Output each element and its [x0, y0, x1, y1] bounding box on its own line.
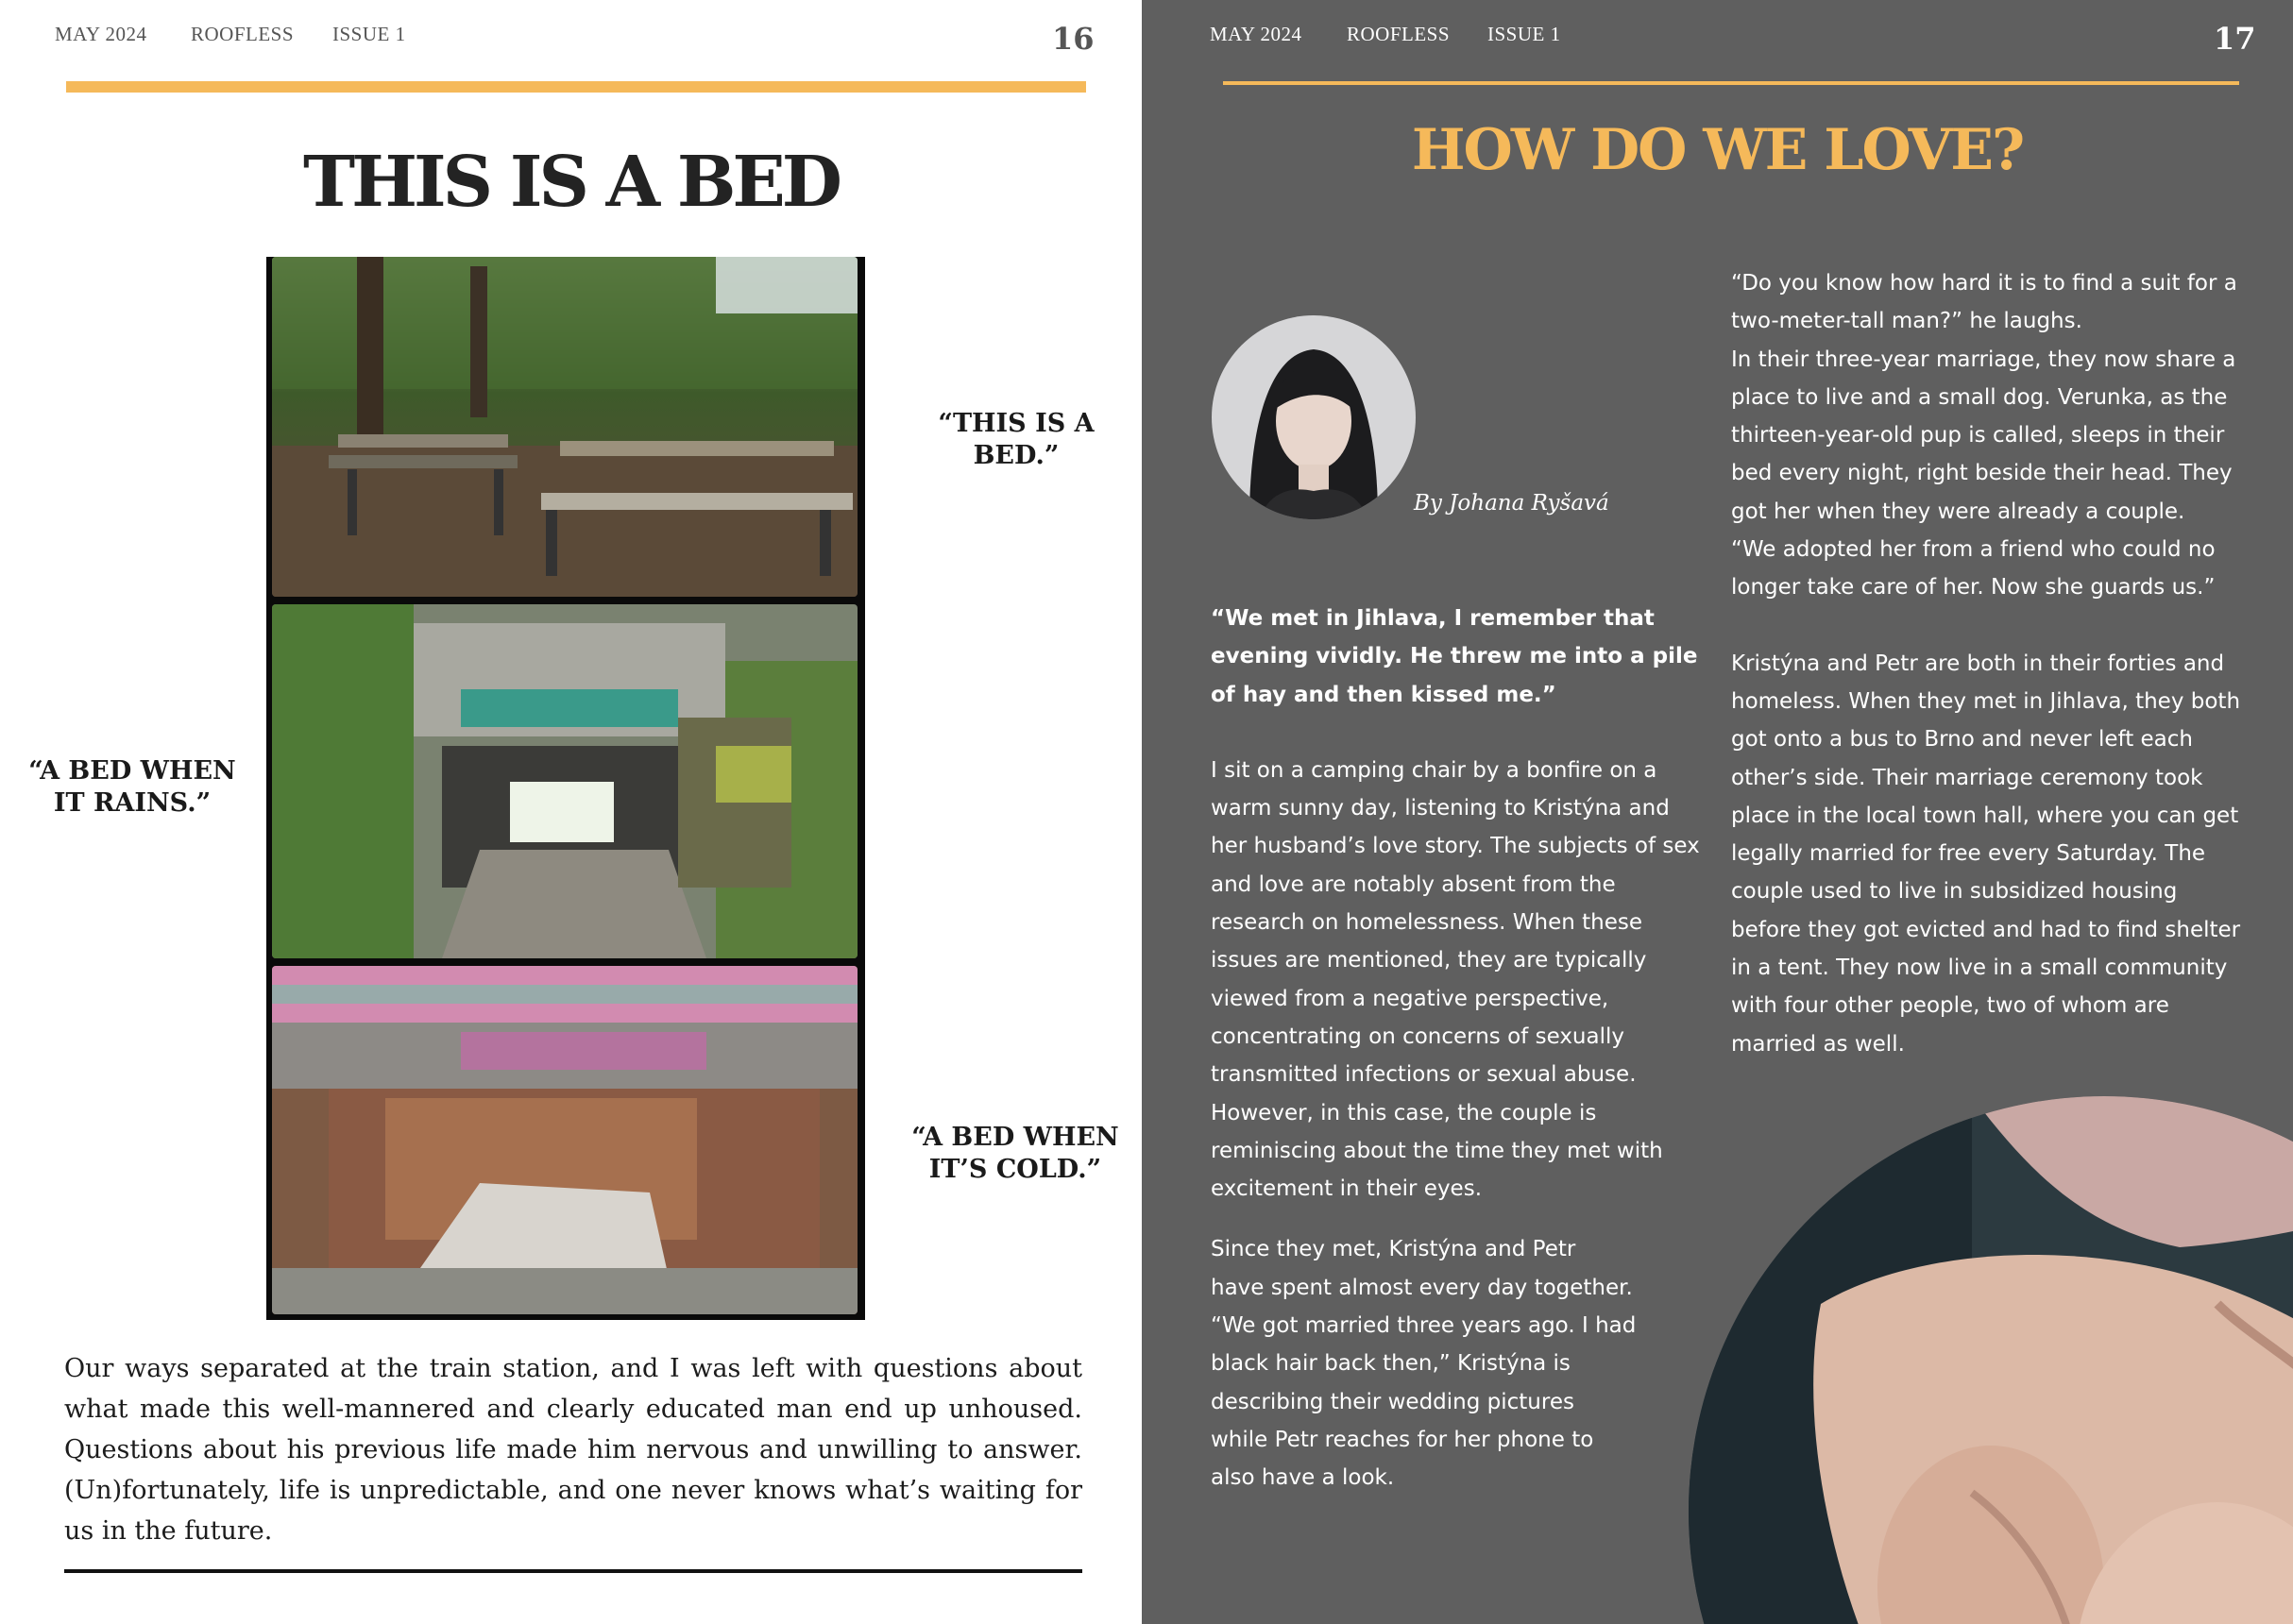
paragraph: In their three-year marriage, they now share a place to live and a small dog. Verunka, as the thirteen-year-old pup is called, sleeps in their bed every night, right beside their head. They got her when they were already a couple. — [1731, 347, 2236, 524]
header-issue: ISSUE 1 — [1487, 23, 1561, 45]
paragraph: “Do you know how hard it is to find a suit for a two-meter-tall man?” he laughs. — [1731, 271, 2237, 334]
accent-rule — [66, 81, 1086, 93]
graffiti-underpass-photo — [272, 604, 858, 958]
text-line: have spent almost every day together. — [1211, 1275, 1633, 1300]
quote-bed-when-cold — [897, 1122, 1133, 1186]
text-line: black hair back then,” Kristýna is — [1211, 1351, 1571, 1377]
lead-quote: “We met in Jihlava, I remember that evening vividly. He threw me into a pile of hay and then kissed me.” — [1211, 606, 1698, 707]
text-line: “We got married three years ago. I had — [1211, 1313, 1637, 1339]
page-number: 17 — [2214, 21, 2256, 57]
paragraph: I sit on a camping chair by a bonfire on a warm sunny day, listening to Kristýna and her husband’s love story. The subjects of sex and love are notably absent from the research on homelessness. When these issues are mentioned, they are typically viewed from a negative perspective, concentrating on concerns of sexually transmitted infections or sexual abuse. However, in this case, the couple is reminiscing about the time they met with excitement in their eyes. — [1211, 757, 1700, 1202]
header-magazine: ROOFLESS — [1347, 23, 1451, 45]
park-benches-photo — [272, 257, 858, 597]
accent-rule — [1223, 81, 2239, 85]
body-text: Our ways separated at the train station, and I was left with questions about what made this well-mannered and clearly educated man end up unhoused. Questions about his previous life made him nervous and unwilling to answer. (Un)fortunately, life is unpredictable, and one never knows what’s waiting for us in the future. — [64, 1354, 1082, 1546]
text-line: describing their wedding pictures — [1211, 1389, 1574, 1414]
quote-this-is-a-bed: “THIS IS A BED.” — [938, 409, 1095, 470]
photo-strip — [266, 257, 865, 1320]
right-page — [1142, 0, 2293, 1624]
text-line: Since they met, Kristýna and Petr — [1211, 1237, 1576, 1262]
page-title: HOW DO WE LOVE? — [1411, 117, 2024, 183]
holding-hands-photo — [1689, 1096, 2293, 1624]
paragraph: Kristýna and Petr are both in their forties and homeless. When they met in Jihlava, they both got onto a bus to Brno and never left each other’s side. Their marriage ceremony took place in the local town hall, where you can get legally married for free every Saturday. The couple used to live in subsidized housing before they got evicted and had to find shelter in a tent. They now live in a small community with four other people, two of whom are married as well. — [1731, 651, 2241, 1057]
column-left — [1211, 600, 1702, 1497]
quote-bed-when-rains — [19, 755, 246, 820]
bottom-rule — [64, 1569, 1082, 1573]
paragraph: “We adopted her from a friend who could no longer take care of her. Now she guards us.” — [1731, 537, 2216, 601]
header-month: MAY 2024 — [55, 23, 147, 45]
page-title: THIS IS A BED — [303, 142, 839, 223]
quote-line: “A BED WHEN — [28, 756, 236, 786]
byline: By Johana Ryšavá — [1414, 491, 1609, 516]
brick-shelter-photo — [272, 966, 858, 1314]
header-month: MAY 2024 — [1210, 23, 1302, 45]
author-avatar — [1212, 315, 1416, 519]
header-issue: ISSUE 1 — [332, 23, 406, 45]
paragraph-lines — [1211, 1230, 1702, 1497]
quote-line: “A BED WHEN — [911, 1123, 1119, 1152]
text-line: also have a look. — [1211, 1465, 1395, 1491]
quote-line: IT RAINS.” — [53, 788, 212, 818]
quote-line: IT’S COLD.” — [928, 1155, 1102, 1184]
text-line: while Petr reaches for her phone to — [1211, 1427, 1594, 1452]
column-right — [1731, 264, 2246, 1063]
left-page — [0, 0, 1142, 1624]
page-number: 16 — [1052, 21, 1095, 57]
header-magazine: ROOFLESS — [191, 23, 295, 45]
